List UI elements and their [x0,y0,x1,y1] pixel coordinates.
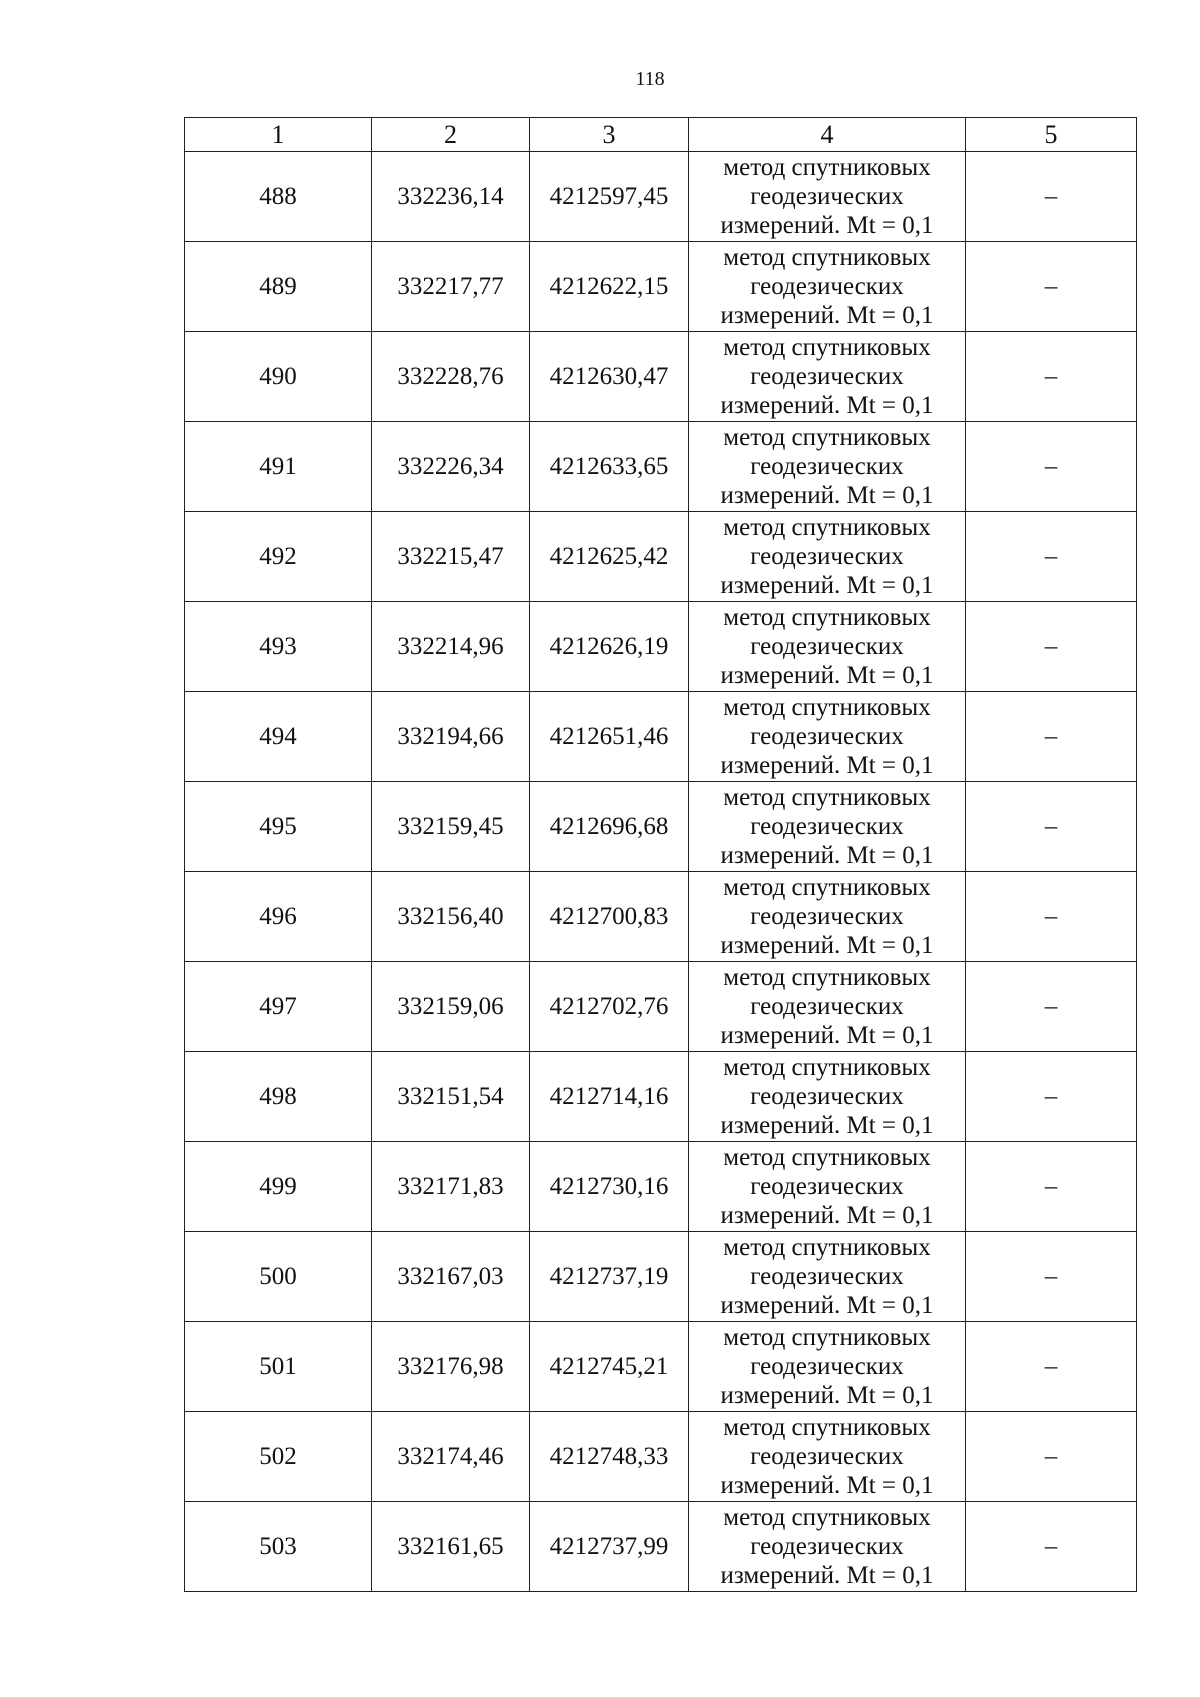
note-cell: – [966,1232,1137,1322]
point-number-cell: 501 [185,1322,372,1412]
method-line: измерений. Mt = 0,1 [720,1202,934,1229]
method-line: геодезических [750,1083,904,1110]
method-line: измерений. Mt = 0,1 [720,1112,934,1139]
method-line: геодезических [750,1443,904,1470]
method-line: метод спутниковых [723,784,931,811]
point-number-cell: 499 [185,1142,372,1232]
method-cell [689,872,966,962]
y-coordinate-cell: 4212651,46 [530,692,689,782]
column-header-5: 5 [966,118,1137,152]
point-number-cell: 495 [185,782,372,872]
table-row [185,1412,1137,1502]
point-number-cell: 491 [185,422,372,512]
method-cell [689,1232,966,1322]
method-cell [689,1322,966,1412]
method-line: метод спутниковых [723,514,931,541]
y-coordinate-cell: 4212597,45 [530,152,689,242]
method-line: геодезических [750,543,904,570]
method-cell [689,782,966,872]
y-coordinate-cell: 4212730,16 [530,1142,689,1232]
method-line: геодезических [750,273,904,300]
method-cell [689,692,966,782]
x-coordinate-cell: 332151,54 [372,1052,530,1142]
method-cell [689,1502,966,1592]
table-row [185,332,1137,422]
method-line: метод спутниковых [723,1144,931,1171]
y-coordinate-cell: 4212737,99 [530,1502,689,1592]
note-cell: – [966,872,1137,962]
note-cell: – [966,602,1137,692]
point-number-cell: 498 [185,1052,372,1142]
x-coordinate-cell: 332159,45 [372,782,530,872]
table-row [185,1502,1137,1592]
table-row [185,782,1137,872]
note-cell: – [966,962,1137,1052]
method-line: метод спутниковых [723,1234,931,1261]
table-row [185,872,1137,962]
note-cell: – [966,332,1137,422]
method-line: метод спутниковых [723,244,931,271]
x-coordinate-cell: 332236,14 [372,152,530,242]
column-header-1: 1 [185,118,372,152]
point-number-cell: 492 [185,512,372,602]
table-row [185,1232,1137,1322]
y-coordinate-cell: 4212622,15 [530,242,689,332]
method-cell [689,242,966,332]
point-number-cell: 500 [185,1232,372,1322]
method-line: метод спутниковых [723,424,931,451]
method-line: геодезических [750,363,904,390]
method-line: геодезических [750,1533,904,1560]
note-cell: – [966,1412,1137,1502]
method-cell [689,602,966,692]
method-line: измерений. Mt = 0,1 [720,212,934,239]
method-line: измерений. Mt = 0,1 [720,1382,934,1409]
note-cell: – [966,422,1137,512]
method-cell [689,1052,966,1142]
point-number-cell: 503 [185,1502,372,1592]
method-line: измерений. Mt = 0,1 [720,1022,934,1049]
method-line: метод спутниковых [723,694,931,721]
table-row [185,602,1137,692]
point-number-cell: 497 [185,962,372,1052]
method-line: измерений. Mt = 0,1 [720,842,934,869]
y-coordinate-cell: 4212737,19 [530,1232,689,1322]
x-coordinate-cell: 332215,47 [372,512,530,602]
method-line: геодезических [750,1173,904,1200]
x-coordinate-cell: 332174,46 [372,1412,530,1502]
note-cell: – [966,1052,1137,1142]
method-line: измерений. Mt = 0,1 [720,1472,934,1499]
column-header-4: 4 [689,118,966,152]
page-number: 118 [635,68,665,90]
method-line: геодезических [750,183,904,210]
x-coordinate-cell: 332228,76 [372,332,530,422]
point-number-cell: 490 [185,332,372,422]
y-coordinate-cell: 4212748,33 [530,1412,689,1502]
y-coordinate-cell: 4212630,47 [530,332,689,422]
method-line: измерений. Mt = 0,1 [720,302,934,329]
method-line: метод спутниковых [723,1324,931,1351]
y-coordinate-cell: 4212700,83 [530,872,689,962]
table-row [185,242,1137,332]
table-row [185,1322,1137,1412]
method-line: метод спутниковых [723,874,931,901]
method-line: геодезических [750,1353,904,1380]
x-coordinate-cell: 332159,06 [372,962,530,1052]
x-coordinate-cell: 332176,98 [372,1322,530,1412]
note-cell: – [966,1322,1137,1412]
table-header-row [185,118,1137,152]
point-number-cell: 494 [185,692,372,782]
method-line: метод спутниковых [723,334,931,361]
point-number-cell: 488 [185,152,372,242]
table-body [185,152,1137,1592]
method-line: геодезических [750,723,904,750]
x-coordinate-cell: 332194,66 [372,692,530,782]
point-number-cell: 502 [185,1412,372,1502]
x-coordinate-cell: 332167,03 [372,1232,530,1322]
method-line: измерений. Mt = 0,1 [720,1562,934,1589]
method-line: измерений. Mt = 0,1 [720,392,934,419]
y-coordinate-cell: 4212714,16 [530,1052,689,1142]
column-header-2: 2 [372,118,530,152]
method-line: геодезических [750,453,904,480]
method-line: метод спутниковых [723,1054,931,1081]
method-cell [689,962,966,1052]
y-coordinate-cell: 4212696,68 [530,782,689,872]
method-cell [689,1412,966,1502]
y-coordinate-cell: 4212745,21 [530,1322,689,1412]
note-cell: – [966,782,1137,872]
note-cell: – [966,152,1137,242]
coordinates-table [184,117,1137,1592]
method-line: геодезических [750,633,904,660]
y-coordinate-cell: 4212625,42 [530,512,689,602]
table-row [185,1142,1137,1232]
method-line: измерений. Mt = 0,1 [720,572,934,599]
method-line: метод спутниковых [723,604,931,631]
method-line: измерений. Mt = 0,1 [720,482,934,509]
column-header-3: 3 [530,118,689,152]
point-number-cell: 493 [185,602,372,692]
x-coordinate-cell: 332171,83 [372,1142,530,1232]
method-line: геодезических [750,993,904,1020]
table-row [185,152,1137,242]
table-row [185,1052,1137,1142]
method-line: метод спутниковых [723,1414,931,1441]
method-cell [689,152,966,242]
method-line: геодезических [750,813,904,840]
note-cell: – [966,512,1137,602]
method-line: измерений. Mt = 0,1 [720,932,934,959]
method-line: геодезических [750,903,904,930]
method-cell [689,1142,966,1232]
point-number-cell: 489 [185,242,372,332]
note-cell: – [966,1502,1137,1592]
method-line: измерений. Mt = 0,1 [720,662,934,689]
x-coordinate-cell: 332217,77 [372,242,530,332]
method-cell [689,422,966,512]
table-row [185,692,1137,782]
method-cell [689,332,966,422]
point-number-cell: 496 [185,872,372,962]
table-row [185,962,1137,1052]
table-row [185,422,1137,512]
method-line: метод спутниковых [723,1504,931,1531]
note-cell: – [966,692,1137,782]
note-cell: – [966,1142,1137,1232]
note-cell: – [966,242,1137,332]
method-line: метод спутниковых [723,154,931,181]
y-coordinate-cell: 4212633,65 [530,422,689,512]
method-cell [689,512,966,602]
y-coordinate-cell: 4212626,19 [530,602,689,692]
method-line: измерений. Mt = 0,1 [720,752,934,779]
x-coordinate-cell: 332156,40 [372,872,530,962]
y-coordinate-cell: 4212702,76 [530,962,689,1052]
method-line: метод спутниковых [723,964,931,991]
method-line: геодезических [750,1263,904,1290]
method-line: измерений. Mt = 0,1 [720,1292,934,1319]
x-coordinate-cell: 332161,65 [372,1502,530,1592]
table-row [185,512,1137,602]
x-coordinate-cell: 332214,96 [372,602,530,692]
x-coordinate-cell: 332226,34 [372,422,530,512]
